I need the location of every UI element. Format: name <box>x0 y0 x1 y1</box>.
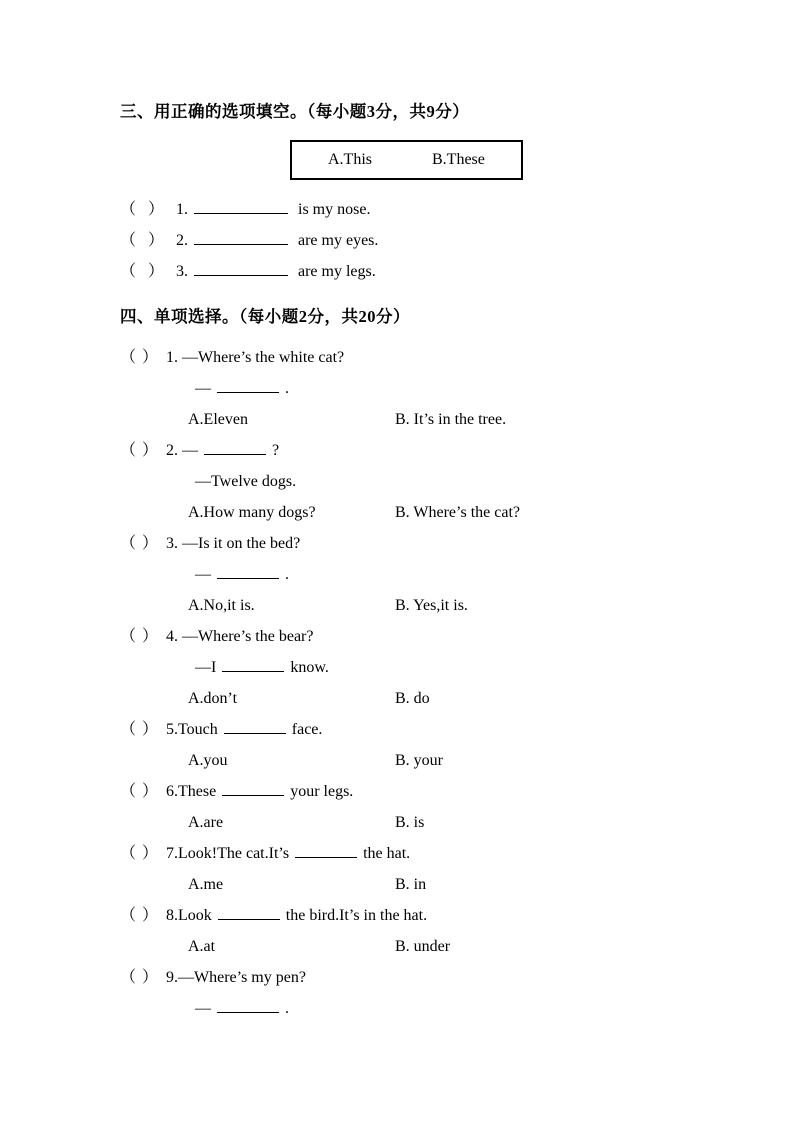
question-text: — <box>195 380 211 397</box>
section4-questions <box>120 342 703 1024</box>
blank-line <box>217 376 279 393</box>
question-text: your legs. <box>290 783 354 800</box>
question-text: the bird.It’s in the hat. <box>285 907 428 924</box>
close-paren: ） <box>141 783 158 800</box>
answer-paren <box>120 776 158 807</box>
blank-line <box>222 655 284 672</box>
item-text: are my legs. <box>298 263 376 280</box>
question-text: 4. —Where’s the bear? <box>166 628 314 645</box>
question-text: know. <box>290 659 329 676</box>
question-text: 1. —Where’s the white cat? <box>166 349 345 366</box>
open-paren: （ <box>120 969 137 986</box>
answer-paren <box>120 528 158 559</box>
question-text: 2. — <box>166 442 198 459</box>
open-paren: （ <box>120 907 137 924</box>
option-a: A.No,it is. <box>188 597 255 614</box>
question-line <box>120 559 703 590</box>
question-line <box>120 838 703 869</box>
blank-line <box>194 259 288 276</box>
answer-paren <box>120 225 164 256</box>
answer-paren <box>120 342 158 373</box>
close-paren: ） <box>141 969 158 986</box>
option-a: A.Eleven <box>188 411 248 428</box>
section3-title: 三、用正确的选项填空。（每小题3分，共9分） <box>120 102 470 121</box>
close-paren: ） <box>147 201 164 218</box>
question-line <box>120 621 703 652</box>
item-number: 2. <box>176 232 188 249</box>
close-paren: ） <box>141 349 158 366</box>
answer-paren <box>120 194 164 225</box>
open-paren: （ <box>120 628 137 645</box>
question-text: —I <box>195 659 217 676</box>
fill-item <box>120 256 703 287</box>
option-b: B. in <box>395 876 427 893</box>
options-line <box>120 931 703 962</box>
answer-paren <box>120 435 158 466</box>
open-paren: （ <box>120 442 137 459</box>
question <box>120 714 703 776</box>
blank-line <box>194 197 288 214</box>
question-line <box>120 435 703 466</box>
question <box>120 900 703 962</box>
question-text: the hat. <box>363 845 411 862</box>
answer-paren <box>120 838 158 869</box>
options-line <box>120 590 703 621</box>
options-line <box>120 745 703 776</box>
blank-line <box>224 717 286 734</box>
question-line <box>120 776 703 807</box>
options-line <box>120 683 703 714</box>
option-a: A.How many dogs? <box>188 504 316 521</box>
close-paren: ） <box>141 535 158 552</box>
open-paren: （ <box>120 783 137 800</box>
question <box>120 962 703 1024</box>
option-a: A.me <box>188 876 224 893</box>
option-a: A.at <box>188 938 216 955</box>
option-b: B. Where’s the cat? <box>395 504 520 521</box>
option-b: B. under <box>395 938 451 955</box>
answer-paren <box>120 900 158 931</box>
open-paren: （ <box>120 535 137 552</box>
option-b: B. your <box>395 752 443 769</box>
blank-line <box>295 841 357 858</box>
question-line <box>120 900 703 931</box>
question-text: ? <box>272 442 280 459</box>
question <box>120 528 703 621</box>
close-paren: ） <box>141 845 158 862</box>
options-line <box>120 404 703 435</box>
question-text: —Twelve dogs. <box>195 473 297 490</box>
question-line <box>120 528 703 559</box>
section4-title: 四、单项选择。（每小题2分，共20分） <box>120 307 410 326</box>
item-text: are my eyes. <box>298 232 379 249</box>
close-paren: ） <box>141 628 158 645</box>
question-text: — <box>195 1000 211 1017</box>
question <box>120 838 703 900</box>
question-text: 3. —Is it on the bed? <box>166 535 301 552</box>
question-line <box>120 342 703 373</box>
answer-paren <box>120 621 158 652</box>
question-text: . <box>285 380 289 397</box>
options-line <box>120 807 703 838</box>
close-paren: ） <box>141 442 158 459</box>
question-text: 6.These <box>166 783 217 800</box>
close-paren: ） <box>147 232 164 249</box>
question <box>120 435 703 528</box>
options-line <box>120 497 703 528</box>
question-text: face. <box>291 721 323 738</box>
option-a: A.are <box>188 814 224 831</box>
open-paren: （ <box>120 845 137 862</box>
option-b: B. do <box>395 690 430 707</box>
blank-line <box>194 228 288 245</box>
option-a: A.don’t <box>188 690 238 707</box>
close-paren: ） <box>141 907 158 924</box>
section3-items <box>120 194 703 287</box>
open-paren: （ <box>120 263 137 280</box>
question-text: 7.Look!The cat.It’s <box>166 845 290 862</box>
item-number: 1. <box>176 201 188 218</box>
item-text: is my nose. <box>298 201 371 218</box>
blank-line <box>217 996 279 1013</box>
question-text: 8.Look <box>166 907 212 924</box>
answer-paren <box>120 962 158 993</box>
choice-box-row <box>120 127 703 190</box>
fill-item <box>120 194 703 225</box>
choice-option-a: A.This <box>328 151 372 168</box>
options-line <box>120 869 703 900</box>
blank-line <box>217 562 279 579</box>
item-number: 3. <box>176 263 188 280</box>
close-paren: ） <box>147 263 164 280</box>
question-line <box>120 962 703 993</box>
blank-line <box>222 779 284 796</box>
open-paren: （ <box>120 201 137 218</box>
question-line <box>120 373 703 404</box>
question-text: . <box>285 566 289 583</box>
choice-box <box>290 140 523 180</box>
question <box>120 621 703 714</box>
open-paren: （ <box>120 232 137 249</box>
close-paren: ） <box>141 721 158 738</box>
blank-line <box>218 903 280 920</box>
fill-item <box>120 225 703 256</box>
question <box>120 342 703 435</box>
question-line <box>120 652 703 683</box>
option-b: B. Yes,it is. <box>395 597 468 614</box>
answer-paren <box>120 714 158 745</box>
choice-option-b: B.These <box>432 151 485 168</box>
question-text: 9.—Where’s my pen? <box>166 969 306 986</box>
option-a: A.you <box>188 752 228 769</box>
question-text: 5.Touch <box>166 721 218 738</box>
question-line <box>120 466 703 497</box>
open-paren: （ <box>120 721 137 738</box>
question <box>120 776 703 838</box>
open-paren: （ <box>120 349 137 366</box>
question-text: — <box>195 566 211 583</box>
question-line <box>120 993 703 1024</box>
option-b: B. It’s in the tree. <box>395 411 507 428</box>
question-text: . <box>285 1000 289 1017</box>
question-line <box>120 714 703 745</box>
blank-line <box>204 438 266 455</box>
option-b: B. is <box>395 814 425 831</box>
answer-paren <box>120 256 164 287</box>
